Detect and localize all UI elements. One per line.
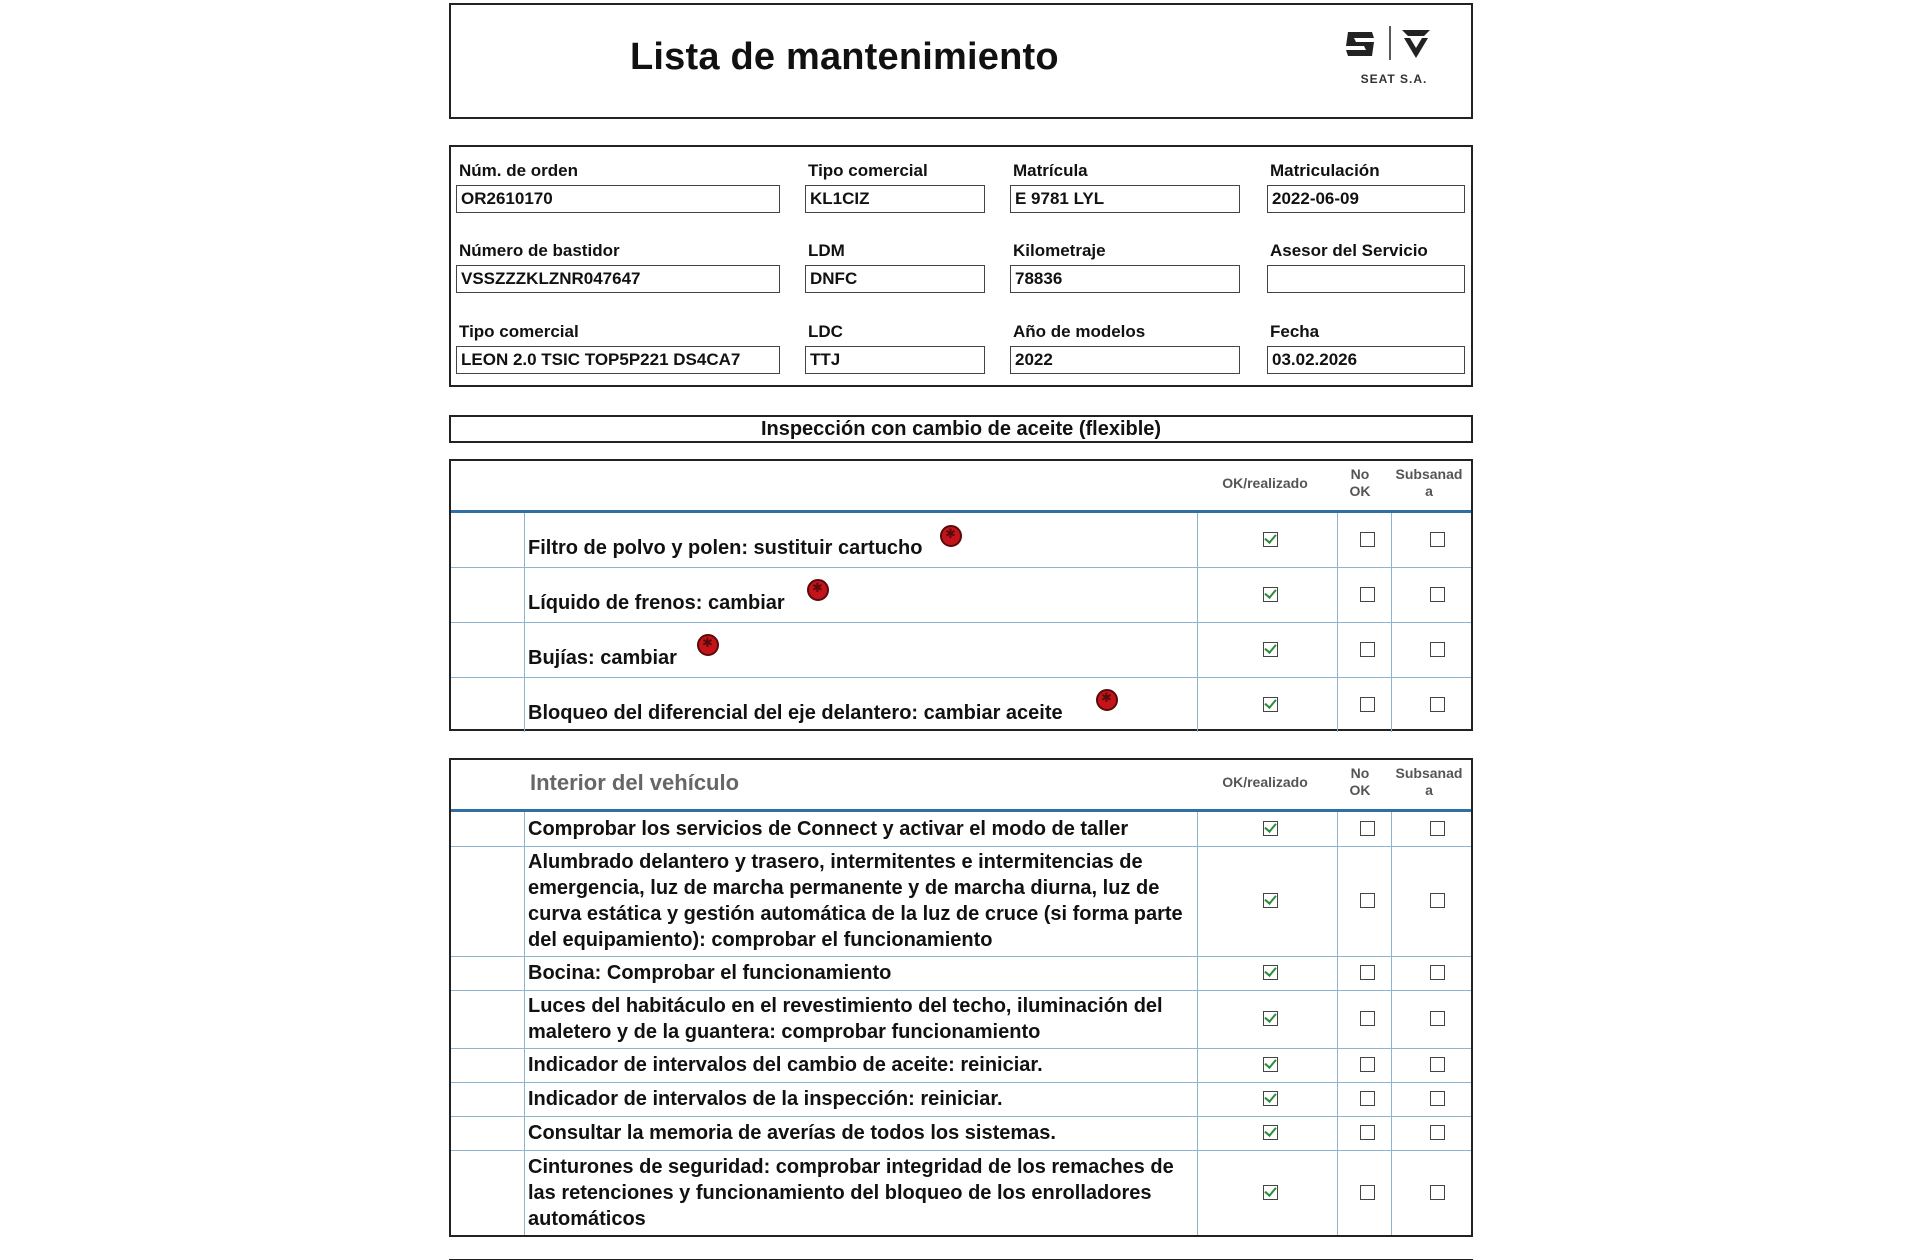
checkbox-no-ok[interactable]: [1360, 1125, 1375, 1140]
interior-section-title: Interior del vehículo: [530, 770, 740, 795]
checkbox-fixed[interactable]: [1430, 1185, 1445, 1200]
checkbox-ok[interactable]: [1263, 1091, 1278, 1106]
row-divider: [451, 846, 1471, 847]
seat-logo-icon: [1344, 22, 1444, 72]
checkbox-fixed[interactable]: [1430, 697, 1445, 712]
row-divider: [451, 990, 1471, 991]
checkbox-ok[interactable]: [1263, 965, 1278, 980]
registration-field[interactable]: 2022-06-09: [1267, 185, 1465, 213]
interior-header-rule: [451, 809, 1471, 812]
checkbox-fixed[interactable]: [1430, 642, 1445, 657]
checkbox-ok[interactable]: [1263, 587, 1278, 602]
page-title: Lista de mantenimiento: [630, 36, 1059, 78]
int-item-text: Cinturones de seguridad: comprobar integridad de los remaches de las retenciones y funcionamiento del bloqueo de los enrolladores automáticos: [528, 1155, 1174, 1230]
checkbox-fixed[interactable]: [1430, 1125, 1445, 1140]
checkbox-fixed[interactable]: [1430, 1011, 1445, 1026]
checkbox-fixed[interactable]: [1430, 532, 1445, 547]
col-nook-header: No OK: [1349, 466, 1371, 499]
int-item-text: Luces del habitáculo en el revestimiento del techo, iluminación del maletero y de la guantera: comprobar funcionamiento: [528, 995, 1163, 1043]
column-divider: [1197, 812, 1198, 1235]
required-marker-icon: [697, 634, 719, 656]
column-divider: [1197, 513, 1198, 732]
int-item-text: Indicador de intervalos de la inspección: reiniciar.: [528, 1088, 1003, 1110]
km-label: Kilometraje: [1013, 241, 1106, 260]
column-divider: [1337, 812, 1338, 1235]
checkbox-no-ok[interactable]: [1360, 532, 1375, 547]
model-year-field[interactable]: 2022: [1010, 346, 1240, 374]
checkbox-ok[interactable]: [1263, 697, 1278, 712]
insp-item-text: Bujías: cambiar: [528, 647, 677, 669]
checkbox-fixed[interactable]: [1430, 965, 1445, 980]
col-ok-header: OK/realizado: [1222, 475, 1308, 491]
ldm-label: LDM: [808, 241, 845, 260]
int-col-ok-header: OK/realizado: [1222, 774, 1308, 790]
checkbox-no-ok[interactable]: [1360, 587, 1375, 602]
brand-name: SEAT S.A.: [1360, 72, 1428, 86]
insp-item-text: Bloqueo del diferencial del eje delantero: cambiar aceite: [528, 702, 1063, 724]
order-label: Núm. de orden: [459, 161, 579, 180]
vin-field[interactable]: VSSZZZKLZNR047647: [456, 265, 780, 293]
ldc-field[interactable]: TTJ: [805, 346, 985, 374]
row-divider: [451, 1082, 1471, 1083]
advisor-field[interactable]: [1267, 265, 1465, 293]
checkbox-fixed[interactable]: [1430, 821, 1445, 836]
required-marker-icon: [940, 525, 962, 547]
int-item-text: Bocina: Comprobar el funcionamiento: [528, 962, 892, 984]
checkbox-no-ok[interactable]: [1360, 642, 1375, 657]
checkbox-no-ok[interactable]: [1360, 965, 1375, 980]
required-marker-icon: [807, 579, 829, 601]
row-divider: [451, 1116, 1471, 1117]
checkbox-no-ok[interactable]: [1360, 1091, 1375, 1106]
int-item-text: Consultar la memoria de averías de todos los sistemas.: [528, 1122, 1056, 1144]
ldc-label: LDC: [808, 322, 843, 341]
checkbox-no-ok[interactable]: [1360, 821, 1375, 836]
row-divider: [451, 567, 1471, 568]
insp-item-text: Líquido de frenos: cambiar: [528, 592, 785, 614]
date-field[interactable]: 03.02.2026: [1267, 346, 1465, 374]
column-divider: [524, 812, 525, 1235]
checkbox-no-ok[interactable]: [1360, 893, 1375, 908]
vin-label: Número de bastidor: [459, 241, 620, 260]
row-divider: [451, 1150, 1471, 1151]
checkbox-ok[interactable]: [1263, 893, 1278, 908]
row-divider: [451, 622, 1471, 623]
advisor-label: Asesor del Servicio: [1270, 241, 1428, 260]
checkbox-fixed[interactable]: [1430, 1057, 1445, 1072]
checkbox-fixed[interactable]: [1430, 1091, 1445, 1106]
int-col-nook-header: No OK: [1349, 765, 1371, 798]
section-title: Inspección con cambio de aceite (flexible): [449, 415, 1473, 443]
trade-type-label: Tipo comercial: [808, 161, 928, 180]
column-divider: [1391, 812, 1392, 1235]
insp-item-text: Filtro de polvo y polen: sustituir cartucho: [528, 537, 923, 559]
column-divider: [524, 513, 525, 732]
row-divider: [451, 956, 1471, 957]
checkbox-ok[interactable]: [1263, 821, 1278, 836]
checkbox-ok[interactable]: [1263, 1125, 1278, 1140]
table-header-rule: [451, 510, 1471, 513]
checkbox-fixed[interactable]: [1430, 587, 1445, 602]
row-divider: [451, 677, 1471, 678]
checkbox-ok[interactable]: [1263, 1185, 1278, 1200]
trade-type2-label: Tipo comercial: [459, 322, 579, 341]
checkbox-ok[interactable]: [1263, 1057, 1278, 1072]
date-label: Fecha: [1270, 322, 1320, 341]
checkbox-no-ok[interactable]: [1360, 697, 1375, 712]
km-field[interactable]: 78836: [1010, 265, 1240, 293]
registration-label: Matriculación: [1270, 161, 1380, 180]
row-divider: [451, 1048, 1471, 1049]
int-item-text: Indicador de intervalos del cambio de aceite: reiniciar.: [528, 1054, 1043, 1076]
checkbox-ok[interactable]: [1263, 1011, 1278, 1026]
plate-label: Matrícula: [1013, 161, 1088, 180]
checkbox-no-ok[interactable]: [1360, 1185, 1375, 1200]
required-marker-icon: [1096, 689, 1118, 711]
order-field[interactable]: OR2610170: [456, 185, 780, 213]
plate-field[interactable]: E 9781 LYL: [1010, 185, 1240, 213]
int-col-fixed-header: Subsanad a: [1395, 765, 1463, 798]
ldm-field[interactable]: DNFC: [805, 265, 985, 293]
col-fixed-header: Subsanad a: [1395, 466, 1463, 499]
checkbox-fixed[interactable]: [1430, 893, 1445, 908]
column-divider: [1391, 513, 1392, 732]
column-divider: [1337, 513, 1338, 732]
checkbox-no-ok[interactable]: [1360, 1057, 1375, 1072]
trade-type-field[interactable]: KL1CIZ: [805, 185, 985, 213]
int-item-text: Comprobar los servicios de Connect y activar el modo de taller: [528, 818, 1129, 840]
trade-type2-field[interactable]: LEON 2.0 TSIC TOP5P221 DS4CA7: [456, 346, 780, 374]
checkbox-ok[interactable]: [1263, 532, 1278, 547]
int-item-text: Alumbrado delantero y trasero, intermitentes e intermitencias de emergencia, luz de marcha permanente y de marcha diurna, luz de curva estática y gestión automática de la luz de cruce (si forma parte del equipamiento): comprobar el funcionamiento: [528, 851, 1183, 951]
checkbox-ok[interactable]: [1263, 642, 1278, 657]
model-year-label: Año de modelos: [1013, 322, 1146, 341]
checkbox-no-ok[interactable]: [1360, 1011, 1375, 1026]
